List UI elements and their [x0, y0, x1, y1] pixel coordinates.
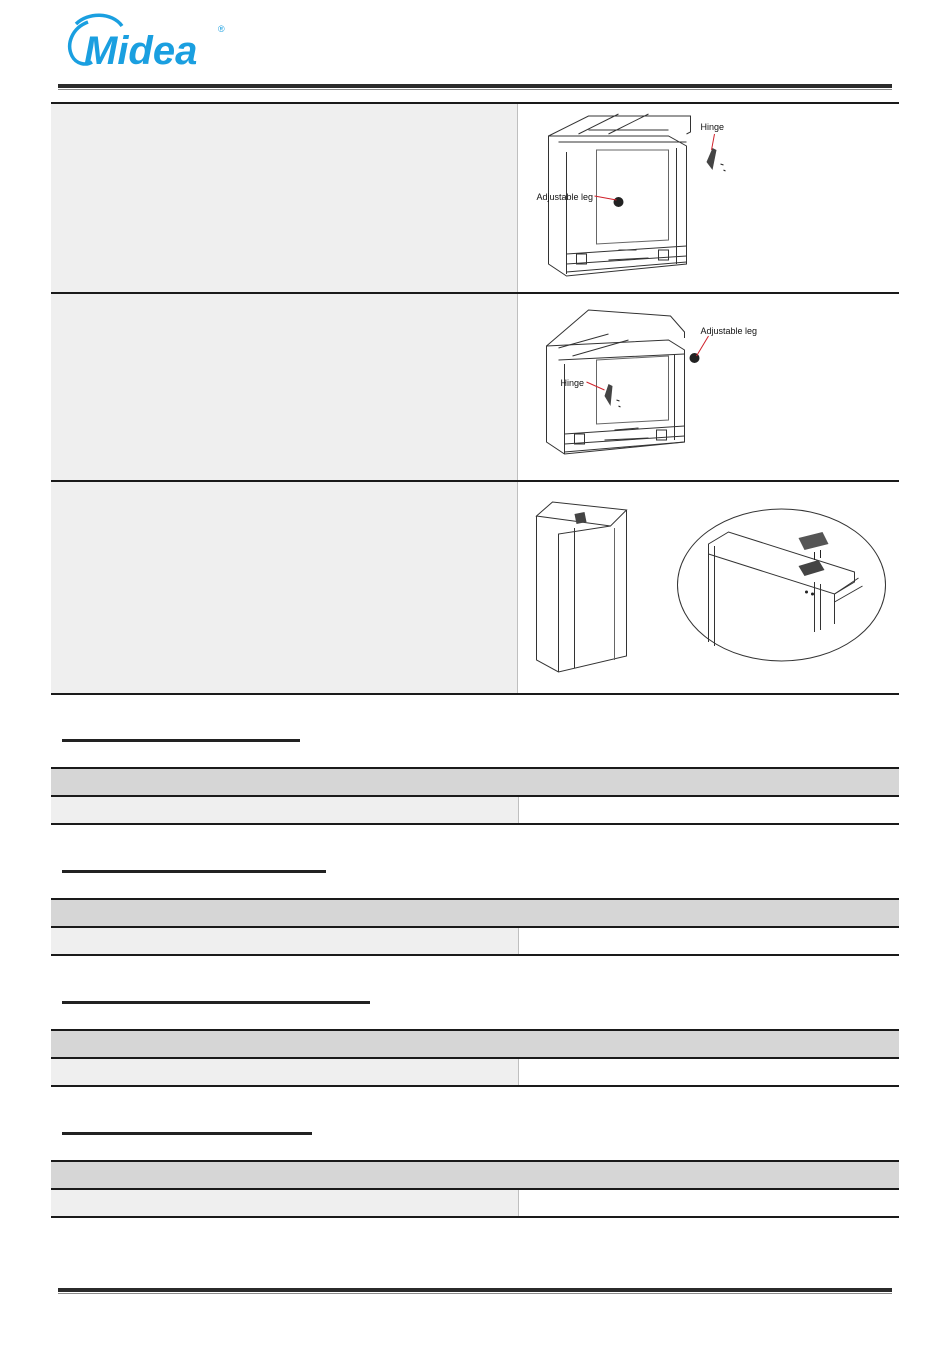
spec-table-3-label-cell: [51, 1059, 519, 1085]
step-1-illustration: [518, 104, 899, 292]
spec-table-2-header: [51, 900, 899, 928]
brand-name: Midea: [84, 29, 198, 73]
section-heading-rule-4: [62, 1132, 312, 1135]
step-1-text-cell: [51, 104, 518, 292]
adjustable-leg-icon: [614, 197, 624, 207]
step-3-text-cell: [51, 482, 518, 693]
section-heading-rule-1: [62, 739, 300, 742]
hinge-cover-icon: [799, 532, 829, 550]
step-row-3: [51, 480, 899, 693]
door-reversal-steps-table: [51, 102, 899, 695]
spec-table-2-value-cell: [519, 928, 899, 954]
spec-table-4-header: [51, 1162, 899, 1190]
small-hinge-icon: [575, 512, 587, 524]
spec-table-1-header: [51, 769, 899, 797]
spec-table-4-label-cell: [51, 1190, 519, 1216]
top-hinge-icon: [799, 560, 825, 576]
footer-rule: [58, 1288, 892, 1294]
spec-table-1: [51, 767, 899, 825]
spec-table-4-row: [51, 1190, 899, 1216]
spec-table-2-row: [51, 928, 899, 954]
hinge-label: Hinge: [700, 122, 725, 132]
spec-table-2-label-cell: [51, 928, 519, 954]
adjustable-leg-label-2: Adjustable leg: [700, 326, 758, 336]
freezer-base-hinge-diagram: [518, 104, 899, 292]
section-heading-rule-2: [62, 870, 326, 873]
midea-logo: [66, 10, 236, 74]
spec-table-1-value-cell: [519, 797, 899, 823]
spec-table-3-value-cell: [519, 1059, 899, 1085]
spec-table-3: [51, 1029, 899, 1087]
spec-table-1-label-cell: [51, 797, 519, 823]
top-hinge-detail-diagram: [518, 482, 899, 693]
step-3-illustration: [518, 482, 899, 693]
spec-table-3-row: [51, 1059, 899, 1085]
hinge-icon-2: [605, 384, 613, 406]
freezer-base-hinge-reverse-diagram: [518, 294, 899, 480]
hinge-icon: [707, 148, 717, 170]
step-row-2: [51, 292, 899, 480]
step-2-illustration: [518, 294, 899, 480]
registered-mark: ®: [218, 24, 225, 34]
spec-table-4: [51, 1160, 899, 1218]
adjustable-leg-label: Adjustable leg: [536, 192, 594, 202]
spec-table-2: [51, 898, 899, 956]
spec-table-4-value-cell: [519, 1190, 899, 1216]
step-row-1: [51, 104, 899, 292]
adjustable-leg-icon-2: [690, 353, 700, 363]
spec-table-3-header: [51, 1031, 899, 1059]
hinge-label-2: Hinge: [560, 378, 585, 388]
spec-table-1-row: [51, 797, 899, 823]
header-rule: [58, 84, 892, 90]
section-heading-rule-3: [62, 1001, 370, 1004]
step-2-text-cell: [51, 294, 518, 480]
